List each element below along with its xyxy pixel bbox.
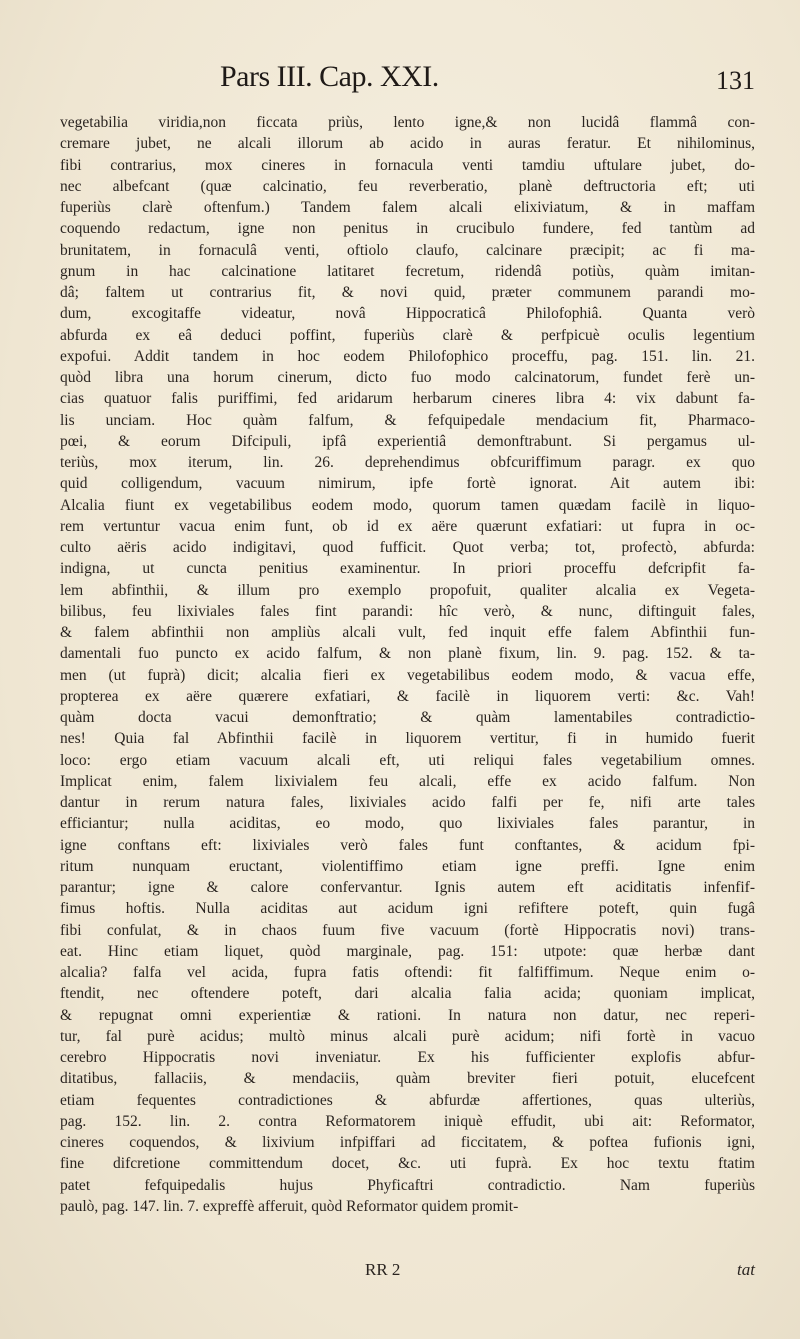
text-line: dâ; faltem ut contrarius fit, & novi quid, præter communem parandi mo-	[60, 284, 755, 301]
text-line: expofui. Addit tandem in hoc eodem Philofophico proceffu, pag. 151. lin. 21.	[60, 347, 755, 365]
text-line: ditatibus, fallaciis, & mendaciis, quàm breviter fieri potuit, elucefcent	[60, 1070, 755, 1088]
text-line: Implicat enim, falem lixivialem feu alcali, effe ex acido falfum. Non	[60, 772, 755, 790]
text-line: dantur in rerum natura fales, lixiviales acido falfi per fe, nifi arte tales	[60, 794, 755, 811]
text-line: fimus hoftis. Nulla aciditas aut acidum igni refiftere poteft, quin fugâ	[60, 900, 755, 918]
text-line: ritum nunquam eructant, violentiffimo etiam igne preffi. Igne enim	[60, 857, 755, 875]
text-line: pag. 152. lin. 2. contra Reformatorem iniquè effudit, ubi ait: Reformator,	[60, 1112, 755, 1130]
text-line: rem vertuntur vacua enim funt, ob id ex aëre quærunt exfatiari: ut fupra in oc-	[60, 517, 755, 535]
text-line: culto aëris acido indigitavi, quod fufficit. Quot verba; tot, profectò, abfurda:	[60, 539, 755, 556]
text-line: abfurda ex eâ deduci poffint, fuperiùs clarè & perfpicuè oculis legentium	[60, 326, 755, 344]
catchword: tat	[737, 1260, 755, 1279]
text-line: efficiantur; nulla aciditas, eo modo, quo lixiviales fales parantur, in	[60, 815, 755, 833]
running-head: Pars III. Cap. XXI.	[220, 60, 439, 93]
text-line: cias quatuor falis puriffimi, fed aridarum herbarum cineres libra 4: vix dabunt fa-	[60, 390, 755, 408]
text-line: quàm docta vacui demonftratio; & quàm lamentabiles contradictio-	[60, 709, 755, 726]
text-line: fine difcretione committendum docet, &c. uti fuprà. Ex hoc textu ftatim	[60, 1155, 755, 1173]
text-line: alcalia? falfa vel acida, fupra fatis oftendi: fit falfiffimum. Neque enim o-	[60, 964, 755, 981]
text-line: pœi, & eorum Difcipuli, ipfâ experientiâ demonftrabunt. Si pergamus ul-	[60, 432, 755, 450]
text-line: men (ut fuprà) dicit; alcalia fieri ex vegetabilibus eodem modo, & vacua effe,	[60, 666, 755, 684]
text-line: quid colligendum, vacuum nimirum, ipfe fortè ignorat. Ait autem ibi:	[60, 475, 755, 493]
page-number: 131	[716, 66, 755, 95]
text-line: nec albefcant (quæ calcinatio, feu reverberatio, planè deftructoria eft; uti	[60, 177, 755, 195]
text-line: fibi contrarius, mox cineres in fornacula venti tamdiu uftulare jubet, do-	[60, 156, 755, 174]
text-line: bilibus, feu lixiviales fales fint parandi: hîc verò, & nunc, diftinguit fales,	[60, 602, 755, 620]
text-line: etiam fequentes contradictiones & abfurdæ affertiones, quas ulteriùs,	[60, 1091, 755, 1109]
text-line: fuperiùs clarè oftenfum.) Tandem falem alcali elixiviatum, & in maffam	[60, 199, 755, 216]
text-line: brunitatem, in fornaculâ venti, oftiolo claufo, calcinare præcipit; ac fi ma-	[60, 241, 755, 259]
text-line: fibi confulat, & in chaos fuum five vacuum (fortè Hippocratis novi) trans-	[60, 921, 755, 939]
text-line: lis unciam. Hoc quàm falfum, & fefquipedale mendacium fit, Pharmaco-	[60, 411, 755, 429]
text-line: vegetabilia viridia,non ficcata priùs, lento igne,& non lucidâ flammâ con-	[60, 114, 755, 131]
text-line: teriùs, mox iterum, lin. 26. deprehendimus obfcuriffimum paragr. ex quo	[60, 454, 755, 471]
page-header	[60, 60, 755, 110]
text-line: loco: ergo etiam vacuum alcali eft, uti reliqui fales vegetabilium omnes.	[60, 751, 755, 769]
body-text	[60, 112, 755, 1217]
text-line: quòd libra una horum cinerum, dicto fuo modo calcinatorum, fundet ferè un-	[60, 369, 755, 386]
text-line: indigna, ut cuncta penitius examinentur. In priori proceffu defcripfit fa-	[60, 560, 755, 578]
text-line: nes! Quia fal Abfinthii facilè in liquorem vertitur, fi in humido fuerit	[60, 730, 755, 748]
text-line: cremare jubet, ne alcali illorum ab acido in auras feratur. Et nihilominus,	[60, 135, 755, 153]
text-line: eat. Hinc etiam liquet, quòd marginale, pag. 151: utpote: quæ herbæ dant	[60, 942, 755, 960]
text-line: & repugnat omni experientiæ & rationi. In natura non datur, nec reperi-	[60, 1006, 755, 1024]
text-line: gnum in hac calcinatione latitaret fecretum, ridendâ potiùs, quàm imitan-	[60, 262, 755, 280]
page-footer	[60, 1260, 755, 1284]
text-line: cerebro Hippocratis novi inveniatur. Ex his fufficienter explofis abfur-	[60, 1049, 755, 1066]
text-line: cineres coquendos, & lixivium infpiffari ad ficcitatem, & poftea fufionis igni,	[60, 1134, 755, 1151]
text-line: igne conftans eft: lixiviales verò fales funt conftantes, & acidum fpi-	[60, 836, 755, 854]
text-line: Alcalia fiunt ex vegetabilibus eodem modo, quorum tamen quædam facilè in liquo-	[60, 496, 755, 514]
text-line: paulò, pag. 147. lin. 7. expreffè afferuit, quòd Reformator quidem promit-	[60, 1197, 519, 1215]
text-line: propterea ex aëre quærere exfatiari, & facilè in liquorem verti: &c. Vah!	[60, 687, 755, 705]
text-line: ftendit, nec oftendere poteft, dari alcalia falia acida; quoniam implicat,	[60, 985, 755, 1003]
text-line: lem abfinthii, & illum pro exemplo propofuit, qualiter alcalia ex Vegeta-	[60, 581, 755, 599]
text-line: parantur; igne & calore confervantur. Ignis autem eft aciditatis infenfif-	[60, 879, 755, 896]
text-line: & falem abfinthii non ampliùs alcali vult, fed inquit effe falem Abfinthii fun-	[60, 624, 755, 641]
signature-mark: RR 2	[365, 1260, 401, 1279]
text-line: patet fefquipedalis hujus Phyficaftri contradictio. Nam fuperiùs	[60, 1176, 755, 1194]
text-line: tur, fal purè acidus; multò minus alcali purè acidum; nifi fortè in vacuo	[60, 1027, 755, 1045]
text-line: dum, excogitaffe videatur, novâ Hippocraticâ Philofophiâ. Quanta verò	[60, 305, 755, 323]
text-line: coquendo redactum, igne non penitus in crucibulo fundere, fed tantùm ad	[60, 220, 755, 238]
text-line: damentali fuo puncto ex acido falfum, & non planè fixum, lin. 9. pag. 152. & ta-	[60, 645, 755, 663]
